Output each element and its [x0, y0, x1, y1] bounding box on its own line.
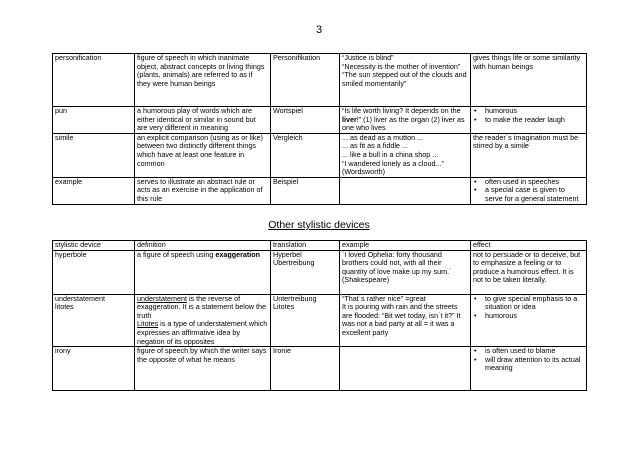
table-row-pun: [53, 107, 587, 134]
list-item: • will draw attention to its actual meaning: [473, 356, 584, 373]
example-text: “Justice is blind” “Necessity is the mother of invention” “The sun stepped out of the clouds and smiled momentarily”: [342, 53, 467, 88]
translation-cell: Wortspiel: [271, 107, 340, 134]
translation-cell: Ironie: [271, 347, 340, 391]
column-header-translation: translation: [271, 241, 340, 251]
example-text: ... as dead as a mutton ... ... as fit as a fiddle ... ... like a bull in a china shop ... “I wandered lonely as a cloud...” (Wordsworth): [342, 132, 444, 177]
example-cell: [340, 107, 471, 134]
device-cell: pun: [53, 107, 135, 134]
effect-list: [473, 295, 584, 321]
translation-text: Hyperbel Übertreibung: [273, 249, 315, 268]
list-item: • a special case is given to serve for a general statement: [473, 186, 584, 203]
device-cell: irony: [53, 347, 135, 391]
example-bold-word: liver: [342, 114, 357, 124]
example-text: “Is life worth living? It depends on the: [342, 106, 461, 115]
effect-cell: not to persuade or to deceive, but to emphasize a feeling or to produce a humorous effect. It is not to be taken literally.: [471, 250, 587, 294]
column-header-device: stylistic device: [53, 241, 135, 251]
list-item: • humorous: [473, 312, 584, 321]
example-cell: [340, 133, 471, 177]
list-item: • often used in speeches: [473, 178, 584, 187]
table-row-personification: [53, 54, 587, 107]
device-cell: simile: [53, 133, 135, 177]
translation-cell: [271, 294, 340, 347]
example-text: “That´s rather nice” =great It is pouring with rain and the streets are flooded: “Bit wet today, isn´t it?” It was not a bad party at all = it was a excellent party: [342, 293, 461, 337]
device-cell: hyperbole: [53, 250, 135, 294]
effect-list: [473, 178, 584, 204]
definition-cell: [135, 294, 271, 347]
example-cell: [340, 54, 471, 107]
definition-text-cont: is a type of understatement which expresses an affirmative idea by negation of its opposites: [137, 319, 268, 346]
table-row-hyperbole: [53, 250, 587, 294]
effect-cell: gives things life or some similarity with human beings: [471, 54, 587, 107]
definition-cell: serves to illustrate an abstract rule or acts as an exercise in the application of this rule: [135, 177, 271, 204]
table-row-example: [53, 177, 587, 204]
translation-cell: Beispiel: [271, 177, 340, 204]
example-cell: ´I loved Ophelia: forty thousand brothers could not, with all their quantity of love make up my sum.´ (Shakespeare): [340, 250, 471, 294]
definition-text: a figure of speech using: [137, 249, 216, 259]
effect-list: [473, 347, 584, 373]
understatement-term: understatement: [137, 293, 187, 303]
definition-cell: figure of speech by which the writer says the opposite of what he means: [135, 347, 271, 391]
column-header-effect: effect: [471, 241, 587, 251]
definition-cell: [135, 250, 271, 294]
device-cell: example: [53, 177, 135, 204]
definition-text: is the reverse of exaggeration. It is a statement below the truth: [137, 293, 267, 320]
column-header-definition: definition: [135, 241, 271, 251]
effect-cell: [471, 177, 587, 204]
example-cell: [340, 177, 471, 204]
list-item: • humorous: [473, 107, 584, 116]
list-item: • to give special emphasis to a situation or idea: [473, 295, 584, 312]
device-cell: personification: [53, 54, 135, 107]
table-header-row: [53, 241, 587, 251]
device-text: understatement litotes: [55, 293, 105, 312]
list-item: • to make the reader laugh: [473, 116, 584, 125]
list-item: • is often used to blame: [473, 347, 584, 356]
section-heading: Other stylistic devices: [268, 219, 370, 231]
table-row-simile: [53, 133, 587, 177]
definition-cell: an explicit comparison (using as or like) between two distinctly different things which have at least one feature in common: [135, 133, 271, 177]
example-text-cont: !” (1) liver as the organ (2) liver as one who lives: [342, 114, 465, 133]
table-row-irony: [53, 347, 587, 391]
device-cell: [53, 294, 135, 347]
definition-cell: a humorous play of words which are either identical or similar in sound but are very different in meaning: [135, 107, 271, 134]
page-number: 3: [315, 24, 323, 36]
effect-list: [473, 107, 584, 124]
translation-text: Untertreibung Litotes: [273, 293, 317, 312]
translation-cell: Personifikation: [271, 54, 340, 107]
effect-cell: [471, 294, 587, 347]
definition-cell: figure of speech in which inanimate object, abstract concepts or living things (plants, animals) are referred to as if they were human beings: [135, 54, 271, 107]
effect-cell: [471, 107, 587, 134]
table-row-understatement: [53, 294, 587, 347]
definition-bold-word: exaggeration: [215, 249, 261, 259]
example-cell: [340, 347, 471, 391]
column-header-example: example: [340, 241, 471, 251]
effect-cell: the reader´s imagination must be stirred by a simile: [471, 133, 587, 177]
stylistic-devices-table-continued: [52, 53, 587, 205]
other-stylistic-devices-table: [52, 240, 587, 391]
effect-cell: [471, 347, 587, 391]
translation-cell: [271, 250, 340, 294]
litotes-term: Litotes: [137, 319, 159, 329]
translation-cell: Vergleich: [271, 133, 340, 177]
example-cell: [340, 294, 471, 347]
